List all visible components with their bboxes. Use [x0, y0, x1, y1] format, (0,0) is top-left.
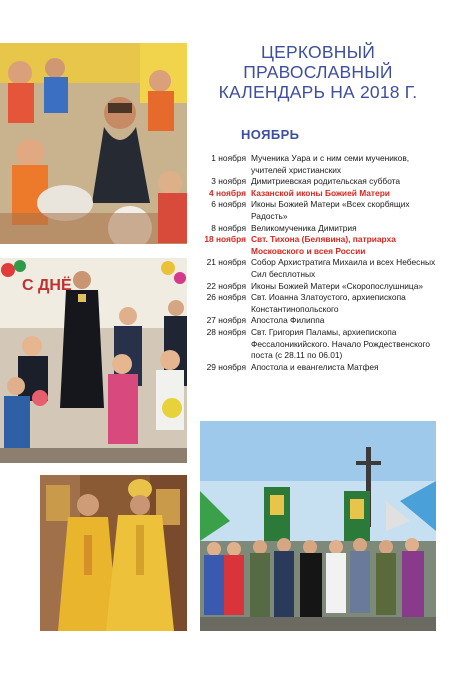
calendar-event: Мученика Уара и с ним семи мучеников, учителей христианских — [251, 153, 410, 175]
calendar-row — [199, 362, 439, 374]
photo-school-celebration — [0, 258, 187, 463]
calendar-row — [199, 199, 439, 222]
calendar-event: Димитриевская родительская суббота — [251, 176, 401, 187]
calendar-row — [199, 223, 439, 235]
calendar-date: 18 ноября — [204, 234, 246, 245]
calendar-row — [199, 153, 439, 176]
calendar-event: Апостола и евангелиста Матфея — [251, 361, 379, 372]
calendar-event: Апостола Филиппа — [251, 315, 325, 326]
calendar-date: 6 ноября — [211, 199, 246, 210]
calendar-date: 1 ноября — [211, 153, 246, 163]
banner-text: С ДНЁ — [22, 277, 72, 294]
calendar-date: 4 ноября — [208, 187, 246, 198]
calendar-title-line1: ЦЕРКОВНЫЙ ПРАВОСЛАВНЫЙ — [243, 42, 393, 82]
calendar-event: Казанской иконы Божией Матери — [251, 187, 390, 198]
calendar-date: 26 ноября — [206, 292, 246, 303]
photo-outdoor-gathering — [200, 421, 436, 631]
calendar-date: 21 ноября — [206, 257, 246, 268]
calendar-title-line2: КАЛЕНДАРЬ НА 2018 Г. — [218, 82, 418, 102]
calendar-row — [199, 327, 439, 362]
calendar-row — [199, 315, 439, 327]
calendar-date: 29 ноября — [206, 361, 246, 372]
calendar-row — [199, 234, 439, 257]
calendar-row — [199, 188, 439, 200]
calendar-row — [199, 257, 439, 280]
calendar-event: Иконы Божией Матери «Всех скорбящих Радость» — [251, 199, 410, 221]
calendar-list — [199, 153, 439, 373]
calendar-date: 22 ноября — [206, 280, 246, 291]
calendar-event: Свт. Григория Паламы, архиепископа Фессалоникийского. Начало Рождественского поста (с 28.11 по 06.01) — [251, 326, 431, 361]
photo-priest-with-children — [0, 43, 187, 244]
calendar-event: Свт. Иоанна Златоустого, архиепископа Константинопольского — [251, 292, 406, 314]
calendar-row — [199, 281, 439, 293]
calendar-date: 8 ноября — [211, 222, 246, 233]
calendar-event: Иконы Божией Матери «Скоропослушница» — [251, 280, 424, 291]
calendar-row — [199, 176, 439, 188]
calendar-date: 3 ноября — [211, 176, 246, 187]
calendar-title — [200, 42, 436, 102]
calendar-row — [199, 292, 439, 315]
calendar-event: Свт. Тихона (Белявина), патриарха Московского и всея России — [251, 234, 396, 256]
calendar-event: Великомученика Димитрия — [251, 222, 357, 233]
photo-clergy-vestments — [40, 475, 187, 631]
calendar-date: 27 ноября — [206, 315, 246, 326]
month-heading: НОЯБРЬ — [241, 127, 300, 142]
calendar-event: Собор Архистратига Михаила и всех Небесных Сил бесплотных — [251, 257, 436, 279]
calendar-date: 28 ноября — [206, 326, 246, 337]
